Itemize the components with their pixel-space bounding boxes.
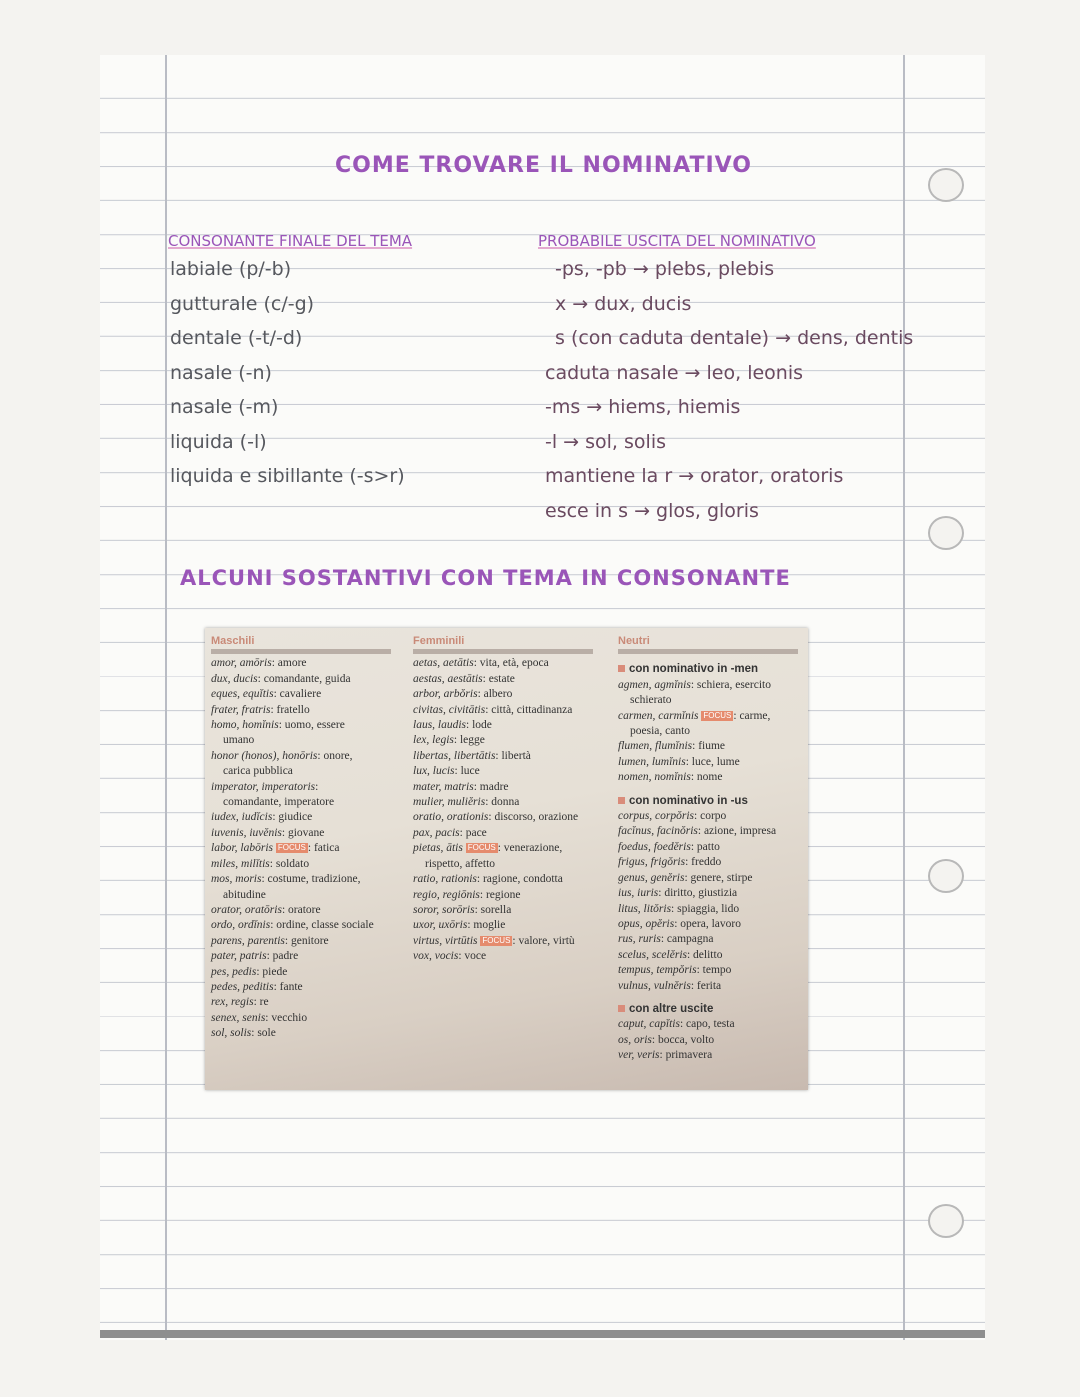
vocab-entry [618, 979, 806, 994]
bullet-square-icon [618, 1005, 625, 1012]
italian-meaning: : estate [482, 672, 515, 685]
latin-word: vox, vocis [413, 950, 459, 963]
vocab-entry [211, 888, 401, 903]
latin-word: amor, amōris [211, 657, 272, 670]
italian-meaning: carica pubblica [223, 765, 293, 778]
latin-word: corpus, corpŏris [618, 810, 695, 823]
binder-hole-icon [928, 168, 964, 202]
latin-word: facĭnus, facinŏris [618, 825, 698, 838]
vocab-entry [618, 739, 806, 754]
italian-meaning: : pace [459, 826, 487, 839]
italian-meaning: : sorella [474, 903, 512, 916]
italian-meaning: : luce, lume [685, 755, 740, 768]
latin-word: pedes, peditis [211, 980, 274, 993]
page-title: COME TROVARE IL NOMINATIVO [335, 153, 752, 178]
latin-word: parens, parentis [211, 934, 285, 947]
latin-word: homo, homĭnis [211, 719, 279, 732]
bullet-square-icon [618, 797, 625, 804]
italian-meaning: : padre [266, 950, 299, 963]
vocab-entry [413, 718, 613, 733]
italian-meaning: : lode [466, 719, 492, 732]
italian-meaning: : giudice [272, 811, 313, 824]
vocab-entry [618, 948, 806, 963]
latin-word: senex, senis [211, 1011, 266, 1024]
italian-meaning: : onore, [317, 749, 353, 762]
latin-word: lex, legis [413, 734, 454, 747]
italian-meaning: : genere, stirpe [684, 871, 753, 884]
italian-meaning: : fiume [692, 740, 726, 753]
latin-word: iuvenis, iuvĕnis [211, 826, 282, 839]
italian-meaning: : costume, tradizione, [261, 873, 361, 886]
italian-meaning: : vecchio [265, 1011, 308, 1024]
maschili-column [211, 634, 401, 1042]
textbook-clipping [205, 628, 808, 1090]
latin-word: libertas, libertātis [413, 749, 496, 762]
latin-word: laus, laudis [413, 719, 467, 732]
italian-meaning: : valore, virtù [512, 934, 575, 947]
vocab-entry [618, 809, 806, 824]
nominative-ending-cell: -l → sol, solis [545, 430, 666, 453]
latin-word: nomen, nomĭnis [618, 771, 691, 784]
vocab-entry [413, 749, 613, 764]
vocab-entry [618, 693, 806, 708]
italian-meaning: : madre [473, 780, 509, 793]
italian-meaning: : discorso, orazione [488, 811, 579, 824]
neutri-column [618, 634, 806, 1064]
latin-word: orator, oratōris [211, 903, 282, 916]
italian-meaning: : primavera [659, 1049, 713, 1062]
italian-meaning: : giovane [281, 826, 325, 839]
vocab-entry [618, 824, 806, 839]
group-label-text: con nominativo in -men [629, 663, 759, 676]
vocab-entry [413, 687, 613, 702]
italian-meaning: : fratello [270, 703, 310, 716]
vocab-entry [413, 934, 613, 949]
latin-word: carmen, carmĭnis [618, 709, 699, 722]
vocab-entry [211, 872, 401, 887]
vocab-entry [211, 672, 401, 687]
table-header-right: PROBABILE USCITA DEL NOMINATIVO [538, 232, 816, 250]
focus-badge: FOCUS [277, 843, 306, 853]
binder-hole-icon [928, 859, 964, 893]
consonant-cell: liquida (-l) [170, 430, 267, 453]
vocab-entry [618, 886, 806, 901]
italian-meaning: : donna [485, 796, 520, 809]
neutri-group-label [618, 662, 806, 677]
nominative-ending-cell: esce in s → glos, gloris [545, 499, 759, 522]
latin-word: rex, regis [211, 996, 254, 1009]
section-subtitle: ALCUNI SOSTANTIVI CON TEMA IN CONSONANTE [180, 566, 791, 590]
consonant-cell: dentale (-t/-d) [170, 327, 303, 349]
latin-word: tempus, tempŏris [618, 964, 697, 977]
italian-meaning: : oratore [281, 903, 321, 916]
italian-meaning: : moglie [467, 919, 506, 932]
page-edge-shadow [100, 1330, 985, 1338]
italian-meaning: : delitto [686, 948, 723, 961]
italian-meaning: : azione, impresa [697, 825, 777, 838]
vocab-entry [413, 810, 613, 825]
latin-word: sol, solis [211, 1027, 252, 1040]
italian-meaning: : ferita [690, 979, 722, 992]
italian-meaning: : venerazione, [497, 842, 563, 855]
latin-word: mater, matris [413, 780, 474, 793]
table-header-left: CONSONANTE FINALE DEL TEMA [168, 232, 413, 250]
latin-word: labor, labōris [211, 842, 273, 855]
latin-word: ius, iuris [618, 887, 659, 900]
vocab-entry [413, 888, 613, 903]
italian-meaning: : sole [251, 1027, 276, 1040]
vocab-entry [413, 949, 613, 964]
vocab-entry [211, 918, 401, 933]
vocab-entry [618, 755, 806, 770]
italian-meaning: : piede [256, 965, 288, 978]
latin-word: rus, ruris [618, 933, 661, 946]
consonant-cell: liquida e sibillante (-s>r) [170, 465, 405, 487]
latin-word: scelus, scelĕris [618, 948, 687, 961]
vocab-entry [211, 1026, 401, 1041]
femminili-header: Femminili [413, 634, 593, 654]
latin-word: mos, moris [211, 873, 262, 886]
italian-meaning: schierato [630, 694, 672, 707]
vocab-entry [211, 995, 401, 1010]
group-label-text: con altre uscite [629, 1002, 714, 1015]
latin-word: pietas, ātis [413, 842, 463, 855]
latin-word: litus, litŏris [618, 902, 672, 915]
italian-meaning: : amore [271, 657, 307, 670]
vocab-entry [413, 703, 613, 718]
italian-meaning: : fante [273, 980, 303, 993]
vocab-entry [618, 855, 806, 870]
consonant-cell: gutturale (c/-g) [170, 292, 315, 315]
italian-meaning: : città, cittadinanza [485, 703, 573, 716]
vocab-entry [618, 917, 806, 932]
italian-meaning: : uomo, essere [278, 719, 345, 732]
vocab-entry [413, 656, 613, 671]
italian-meaning: : [315, 780, 319, 793]
latin-word: aestas, aestātis [413, 672, 483, 685]
latin-word: lumen, lumĭnis [618, 755, 686, 768]
right-margin-line [903, 55, 905, 1340]
latin-word: frater, fratris [211, 703, 271, 716]
italian-meaning: poesia, canto [630, 725, 691, 738]
nominative-ending-cell: mantiene la r → orator, oratoris [545, 465, 844, 487]
vocab-entry [211, 733, 401, 748]
bullet-square-icon [618, 665, 625, 672]
latin-word: pater, patris [211, 950, 267, 963]
binder-hole-icon [928, 1204, 964, 1238]
vocab-entry [211, 903, 401, 918]
latin-word: imperator, imperatoris [211, 780, 316, 793]
binder-hole-icon [928, 516, 964, 550]
italian-meaning: : tempo [696, 964, 732, 977]
vocab-entry [211, 703, 401, 718]
latin-word: iudex, iudĭcis [211, 811, 273, 824]
italian-meaning: : patto [690, 840, 720, 853]
vocab-entry [618, 871, 806, 886]
italian-meaning: : freddo [685, 856, 722, 869]
latin-word: pax, pacis [413, 826, 460, 839]
vocab-entry [618, 1048, 806, 1063]
vocab-entry [211, 857, 401, 872]
italian-meaning: : vita, età, epoca [473, 657, 549, 670]
vocab-entry [618, 724, 806, 739]
consonant-cell: nasale (-m) [170, 396, 279, 418]
latin-word: flumen, flumĭnis [618, 740, 693, 753]
italian-meaning: : voce [458, 950, 487, 963]
neutri-group-label [618, 794, 806, 809]
italian-meaning: umano [223, 734, 255, 747]
latin-word: regio, regiōnis [413, 888, 480, 901]
italian-meaning: : genitore [284, 934, 329, 947]
italian-meaning: : comandante, guida [257, 672, 351, 685]
vocab-entry [211, 841, 401, 856]
vocab-entry [211, 687, 401, 702]
latin-word: foedus, foedĕris [618, 840, 691, 853]
vocab-entry [618, 840, 806, 855]
vocab-entry [413, 903, 613, 918]
latin-word: aetas, aetātis [413, 657, 474, 670]
italian-meaning: : libertà [495, 749, 531, 762]
vocab-entry [618, 678, 806, 693]
vocab-entry [211, 718, 401, 733]
focus-badge: FOCUS [703, 710, 732, 720]
latin-word: opus, opĕris [618, 917, 675, 930]
latin-word: eques, equĭtis [211, 688, 274, 701]
consonant-cell: nasale (-n) [170, 361, 272, 384]
femminili-column [413, 634, 613, 965]
focus-badge: FOCUS [467, 843, 496, 853]
italian-meaning: : diritto, giustizia [658, 887, 738, 900]
latin-word: soror, sorōris [413, 903, 475, 916]
italian-meaning: : fatica [307, 842, 340, 855]
nominative-ending-cell: caduta nasale → leo, leonis [545, 361, 804, 384]
vocab-entry [211, 795, 401, 810]
nominative-ending-cell: x → dux, ducis [555, 292, 692, 315]
latin-word: os, oris [618, 1033, 652, 1046]
italian-meaning: : capo, testa [679, 1018, 735, 1031]
vocab-entry [211, 980, 401, 995]
latin-word: honor (honos), honōris [211, 749, 318, 762]
italian-meaning: : campagna [660, 933, 714, 946]
vocab-entry [413, 918, 613, 933]
italian-meaning: comandante, imperatore [223, 796, 335, 809]
vocab-entry [413, 780, 613, 795]
vocab-entry [211, 780, 401, 795]
latin-word: civitas, civitātis [413, 703, 486, 716]
latin-word: agmen, agmĭnis [618, 678, 691, 691]
vocab-entry [618, 1017, 806, 1032]
neutri-group-label [618, 1002, 806, 1017]
vocab-entry [211, 965, 401, 980]
italian-meaning: : legge [453, 734, 485, 747]
vocab-entry [211, 949, 401, 964]
vocab-entry [618, 963, 806, 978]
italian-meaning: : corpo [694, 810, 727, 823]
italian-meaning: : nome [690, 771, 723, 784]
latin-word: arbor, arbŏris [413, 688, 478, 701]
vocab-entry [618, 902, 806, 917]
vocab-entry [211, 826, 401, 841]
italian-meaning: : soldato [269, 857, 310, 870]
latin-word: uxor, uxōris [413, 919, 468, 932]
italian-meaning: : ragione, condotta [476, 873, 563, 886]
vocab-entry [413, 841, 613, 856]
italian-meaning: abitudine [223, 888, 266, 901]
italian-meaning: rispetto, affetto [425, 857, 496, 870]
nominative-ending-cell: -ps, -pb → plebs, plebis [555, 258, 775, 280]
vocab-entry [211, 764, 401, 779]
italian-meaning: : re [253, 996, 269, 1009]
latin-word: lux, lucis [413, 765, 455, 778]
neutri-header: Neutri [618, 634, 798, 654]
vocab-entry [413, 672, 613, 687]
vocab-entry [618, 1033, 806, 1048]
latin-word: ordo, ordĭnis [211, 919, 271, 932]
left-margin-line [165, 55, 167, 1340]
latin-word: ratio, rationis [413, 873, 477, 886]
group-label-text: con nominativo in -us [629, 794, 748, 807]
focus-badge: FOCUS [482, 935, 511, 945]
italian-meaning: : regione [479, 888, 521, 901]
italian-meaning: : cavaliere [273, 688, 322, 701]
nominative-ending-cell: -ms → hiems, hiemis [545, 396, 741, 418]
consonant-cell: labiale (p/-b) [170, 258, 292, 280]
latin-word: frigus, frigŏris [618, 856, 686, 869]
latin-word: pes, pedis [211, 965, 257, 978]
nominative-ending-cell: s (con caduta dentale) → dens, dentis [555, 327, 914, 349]
vocab-entry [618, 709, 806, 724]
vocab-entry [211, 656, 401, 671]
vocab-entry [413, 733, 613, 748]
latin-word: caput, capĭtis [618, 1018, 680, 1031]
vocab-entry [618, 932, 806, 947]
latin-word: ver, veris [618, 1049, 660, 1062]
vocab-entry [413, 795, 613, 810]
latin-word: genus, genĕris [618, 871, 685, 884]
vocab-entry [618, 770, 806, 785]
vocab-entry [211, 1011, 401, 1026]
italian-meaning: : schiera, esercito [690, 678, 771, 691]
italian-meaning: : bocca, volto [651, 1033, 715, 1046]
vocab-entry [413, 826, 613, 841]
italian-meaning: : albero [477, 688, 513, 701]
latin-word: miles, milĭtis [211, 857, 270, 870]
italian-meaning: : spiaggia, lido [671, 902, 740, 915]
vocab-entry [413, 857, 613, 872]
vocab-entry [211, 749, 401, 764]
latin-word: virtus, virtūtis [413, 934, 478, 947]
latin-word: dux, ducis [211, 672, 258, 685]
italian-meaning: : ordine, classe sociale [270, 919, 374, 932]
vocab-entry [413, 872, 613, 887]
italian-meaning: : carme, [733, 709, 771, 722]
latin-word: vulnus, vulnĕris [618, 979, 691, 992]
italian-meaning: : opera, lavoro [674, 917, 741, 930]
latin-word: mulier, muliĕris [413, 796, 486, 809]
latin-word: oratio, orationis [413, 811, 489, 824]
maschili-header: Maschili [211, 634, 391, 654]
vocab-entry [413, 764, 613, 779]
vocab-entry [211, 934, 401, 949]
italian-meaning: : luce [454, 765, 480, 778]
vocab-entry [211, 810, 401, 825]
